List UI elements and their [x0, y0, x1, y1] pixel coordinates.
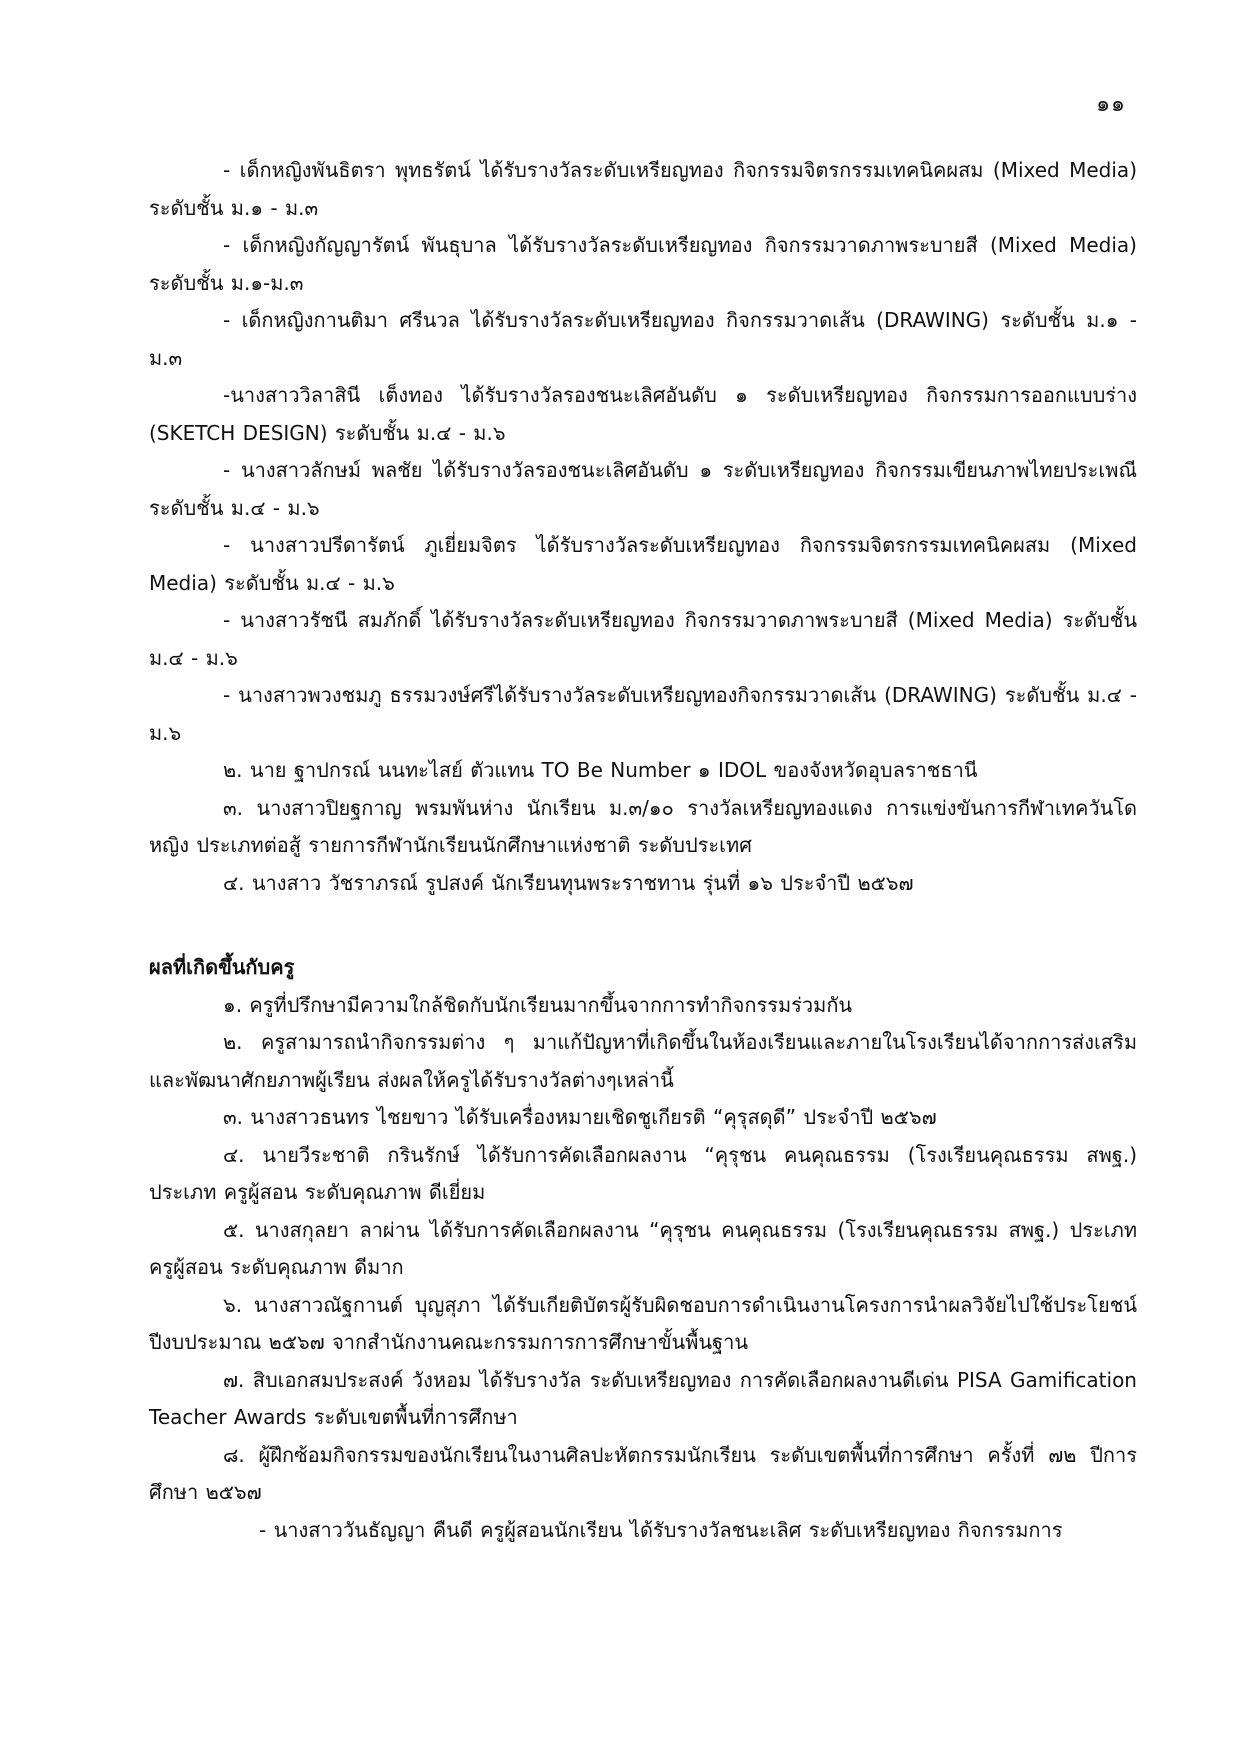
- student-award-item: - นางสาวปรีดารัตน์ ภูเยี่ยมจิตร ได้รับรางวัลระดับเหรียญทอง กิจกรรมจิตรกรรมเทคนิคผสม (Mixed Media) ระดับชั้น ม.๔ - ม.๖: [149, 533, 1137, 595]
- page-number: ๑๑: [1096, 92, 1126, 117]
- student-award-item: - เด็กหญิงพันธิตรา พุทธรัตน์ ได้รับรางวัลระดับเหรียญทอง กิจกรรมจิตรกรรมเทคนิคผสม (Mixed Media) ระดับชั้น ม.๑ - ม.๓: [149, 158, 1137, 220]
- teacher-result-item: ๕. นางสกุลยา ลาผ่าน ได้รับการคัดเลือกผลงาน “คุรุชน คนคุณธรรม (โรงเรียนคุณธรรม สพฐ.) ประเภท ครูผู้สอน ระดับคุณภาพ ดีมาก: [149, 1217, 1137, 1279]
- teacher-result-item: ๑. ครูที่ปรึกษามีความใกล้ชิดกับนักเรียนมากขึ้นจากการทำกิจกรรมร่วมกัน: [223, 992, 853, 1017]
- page-content: [149, 152, 1137, 1549]
- numbered-student-item: ๔. นางสาว วัชราภรณ์ รูปสงค์ นักเรียนทุนพระราชทาน รุ่นที่ ๑๖ ประจำปี ๒๕๖๗: [223, 870, 914, 895]
- teacher-sub-item: - นางสาววันธัญญา คืนดี ครูผู้สอนนักเรียน ได้รับรางวัลชนะเลิศ ระดับเหรียญทอง กิจกรรมการ: [259, 1517, 1063, 1542]
- numbered-student-item: ๓. นางสาวปิยฐกาญ พรมพันห่าง นักเรียน ม.๓/๑๐ รางวัลเหรียญทองแดง การแข่งขันการกีฬาเทควันโดหญิง ประเภทต่อสู้ รายการกีฬานักเรียนนักศึกษาแห่งชาติ ระดับประเทศ: [149, 795, 1137, 857]
- teacher-section-heading: ผลที่เกิดขึ้นกับครู: [149, 955, 295, 979]
- teacher-result-item: ๘. ผู้ฝึกซ้อมกิจกรรมของนักเรียนในงานศิลปะหัตกรรมนักเรียน ระดับเขตพื้นที่การศึกษา ครั้งที่ ๗๒ ปีการศึกษา ๒๕๖๗: [149, 1442, 1137, 1504]
- teacher-result-item: ๖. นางสาวณัฐกานต์ บุญสุภา ได้รับเกียติบัตรผู้รับผิดชอบการดำเนินงานโครงการนำผลวิจัยไปใช้ประโยชน์ ปีงบประมาณ ๒๕๖๗ จากสำนักงานคณะกรรมการการศึกษาขั้นพื้นฐาน: [149, 1292, 1137, 1354]
- teacher-result-item: ๔. นายวีระชาติ กรินรักษ์ ได้รับการคัดเลือกผลงาน “คุรุชน คนคุณธรรม (โรงเรียนคุณธรรม สพฐ.) ประเภท ครูผู้สอน ระดับคุณภาพ ดีเยี่ยม: [149, 1142, 1137, 1204]
- teacher-result-item: ๓. นางสาวธนทร ไชยขาว ได้รับเครื่องหมายเชิดชูเกียรติ “คุรุสดุดี” ประจำปี ๒๕๖๗: [223, 1105, 937, 1129]
- student-award-item: -นางสาววิลาสินี เต็งทอง ได้รับรางวัลรองชนะเลิศอันดับ ๑ ระดับเหรียญทอง กิจกรรมการออกแบบร่าง (SKETCH DESIGN) ระดับชั้น ม.๔ - ม.๖: [149, 383, 1137, 445]
- student-award-item: - นางสาวรัชนี สมภักดิ์ ได้รับรางวัลระดับเหรียญทอง กิจกรรมวาดภาพระบายสี (Mixed Media) ระดับชั้น ม.๔ - ม.๖: [149, 608, 1137, 670]
- student-award-item: - นางสาวลักษม์ พลชัย ได้รับรางวัลรองชนะเลิศอันดับ ๑ ระดับเหรียญทอง กิจกรรมเขียนภาพไทยประเพณี ระดับชั้น ม.๔ - ม.๖: [149, 458, 1137, 520]
- numbered-student-item: ๒. นาย ฐาปกรณ์ นนทะไสย์ ตัวแทน TO Be Number ๑ IDOL ของจังหวัดอุบลราชธานี: [223, 758, 978, 782]
- student-award-item: - นางสาวพวงชมภู ธรรมวงษ์ศรีได้รับรางวัลระดับเหรียญทองกิจกรรมวาดเส้น (DRAWING) ระดับชั้น ม.๔ - ม.๖: [149, 683, 1137, 745]
- student-award-item: - เด็กหญิงกานติมา ศรีนวล ได้รับรางวัลระดับเหรียญทอง กิจกรรมวาดเส้น (DRAWING) ระดับชั้น ม.๑ - ม.๓: [149, 308, 1137, 370]
- teacher-result-item: ๒. ครูสามารถนำกิจกรรมต่าง ๆ มาแก้ปัญหาที่เกิดขึ้นในห้องเรียนและภายในโรงเรียนได้จากการส่งเสริมและพัฒนาศักยภาพผู้เรียน ส่งผลให้ครูได้รับรางวัลต่างๆเหล่านี้: [149, 1030, 1137, 1092]
- student-award-item: - เด็กหญิงกัญญารัตน์ พันธุบาล ได้รับรางวัลระดับเหรียญทอง กิจกรรมวาดภาพระบายสี (Mixed Media) ระดับชั้น ม.๑-ม.๓: [149, 233, 1137, 295]
- teacher-result-item: ๗. สิบเอกสมประสงค์ วังหอม ได้รับรางวัล ระดับเหรียญทอง การคัดเลือกผลงานดีเด่น PISA Gamification Teacher Awards ระดับเขตพื้นที่การศึกษา: [149, 1367, 1137, 1429]
